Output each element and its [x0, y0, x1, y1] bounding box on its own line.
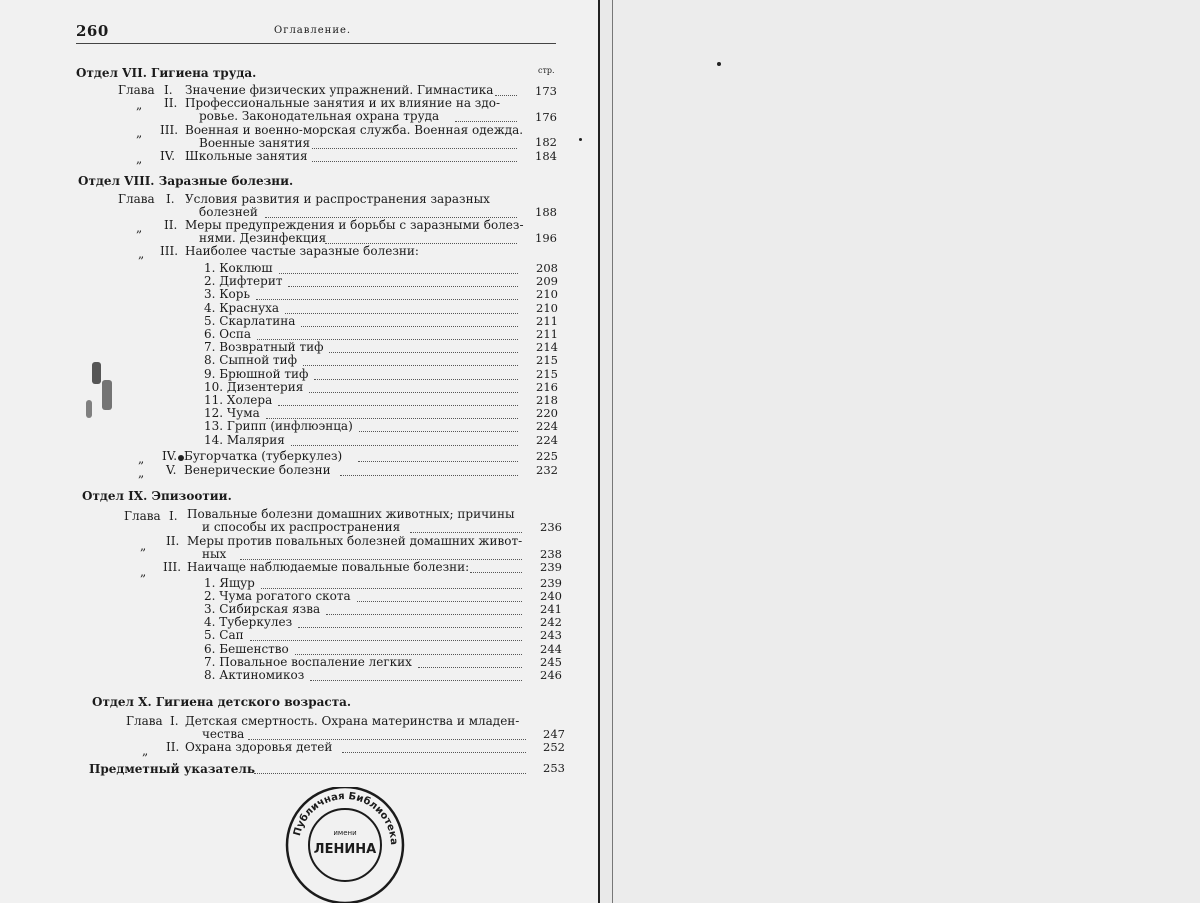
toc-entry-title: Наиболее частые заразные болезни:: [185, 244, 419, 258]
list-item-page-number: 214: [536, 340, 558, 355]
list-item-page-number: 224: [536, 432, 558, 447]
toc-entry-title-cont: ровье. Законодательная охрана труда: [199, 109, 440, 123]
toc-page-number: 225: [536, 449, 558, 463]
toc-page-number: 236: [540, 520, 562, 534]
chapter-label: Глава: [118, 192, 155, 206]
scan-speck: [717, 62, 721, 66]
dot-leader: [278, 405, 518, 406]
section-10-heading: Отдел X. Гигиена детского возраста.: [92, 695, 352, 709]
list-item-label: 14. Малярия: [204, 432, 285, 447]
list-item-page-number: 215: [536, 353, 558, 368]
ditto-mark: „: [138, 466, 145, 480]
toc-entry-title: Детская смертность. Охрана материнства и младен-: [185, 714, 520, 728]
dot-leader: [326, 614, 522, 615]
toc-entry-title: Повальные болезни домашних животных; причины: [187, 507, 515, 521]
toc-page-number: 196: [535, 231, 557, 245]
dot-leader: [285, 313, 518, 314]
list-item-page-number: 215: [536, 366, 558, 381]
gutter-edge-left: [598, 0, 600, 903]
toc-page-number: 176: [535, 110, 557, 124]
section-9-heading: Отдел IX. Эпизоотии.: [82, 489, 232, 503]
ink-smudge: [86, 400, 92, 418]
toc-entry-title: Школьные занятия: [185, 149, 308, 163]
ditto-mark: „: [138, 247, 145, 261]
toc-entry-title-cont: нями. Дезинфекция: [199, 231, 327, 245]
stamp-center-text: ЛЕНИНА: [313, 842, 377, 857]
dot-leader: [312, 148, 517, 149]
list-item-page-number: 218: [536, 393, 558, 407]
toc-roman: II.: [166, 534, 180, 548]
section-7-heading: Отдел VII. Гигиена труда.: [76, 66, 257, 80]
dot-leader: [418, 667, 522, 668]
list-item-label: 6. Оспа: [204, 327, 251, 341]
list-item-label: 10. Дизентерия: [204, 379, 304, 394]
list-item-page-number: 209: [536, 274, 558, 289]
toc-entry-title: Меры против повальных болезней домашних живот-: [187, 534, 523, 548]
list-item-page-number: 211: [536, 313, 558, 328]
list-item-label: 4. Краснуха: [204, 300, 280, 315]
header-rule: [76, 43, 556, 44]
toc-roman: I.: [169, 509, 178, 523]
toc-entry-title: Значение физических упражнений. Гимнастика: [185, 83, 494, 97]
toc-roman: II.: [164, 218, 178, 232]
page-column-label: стр.: [538, 66, 555, 75]
toc-roman: I.: [166, 192, 175, 206]
list-item-label: 6. Бешенство: [204, 641, 289, 656]
toc-entry-title: Условия развития и распространения заразных: [185, 192, 490, 206]
toc-page-number: 252: [543, 740, 565, 754]
toc-page-number: 238: [540, 547, 562, 561]
ink-smudge: [102, 380, 112, 410]
chapter-label: Глава: [118, 83, 155, 97]
toc-entry-title-cont: ных: [202, 547, 227, 561]
list-item-label: 5. Скарлатина: [204, 313, 296, 328]
toc-entry-title: Меры предупреждения и борьбы с заразными болез-: [185, 218, 524, 232]
toc-roman: IV.: [162, 449, 178, 463]
toc-roman: II.: [164, 96, 178, 110]
list-item-label: 5. Сап: [204, 628, 244, 643]
dot-leader: [303, 365, 518, 366]
toc-roman: III.: [160, 244, 179, 258]
toc-roman: I.: [164, 83, 173, 97]
ditto-mark: „: [136, 126, 143, 140]
toc-entry-title: Профессиональные занятия и их влияние на здо-: [185, 96, 501, 110]
gutter-edge-right: [612, 0, 613, 903]
toc-page-number: 247: [543, 727, 565, 741]
list-item-label: 8. Сыпной тиф: [204, 353, 298, 368]
toc-entry-title-cont: чества: [202, 727, 245, 741]
list-item-label: 8. Актиномикоз: [204, 667, 305, 682]
dot-leader: [256, 299, 518, 300]
dot-leader: [309, 392, 518, 393]
stamp-ring-text: Публичная Библиотека: [291, 790, 400, 846]
ditto-mark: „: [136, 98, 143, 112]
list-item-label: 1. Коклюш: [204, 261, 273, 275]
dot-leader: [301, 326, 518, 327]
toc-roman: II.: [166, 740, 180, 754]
chapter-label: Глава: [124, 509, 161, 523]
ditto-mark: „: [136, 221, 143, 235]
list-item-label: 12. Чума: [204, 406, 260, 421]
list-item-label: 3. Сибирская язва: [204, 602, 321, 617]
ditto-mark: „: [142, 744, 149, 758]
toc-page-number: 184: [535, 149, 557, 163]
list-item-label: 1. Ящур: [204, 576, 255, 590]
list-item-label: 3. Корь: [204, 287, 250, 302]
ditto-mark: „: [140, 565, 147, 579]
dot-leader: [358, 461, 518, 462]
list-item-page-number: 220: [536, 406, 558, 421]
list-item-label: 9. Брюшной тиф: [204, 366, 309, 381]
toc-page-number: 239: [540, 560, 562, 574]
toc-page-number: 253: [543, 761, 565, 775]
list-item-page-number: 246: [540, 667, 562, 682]
dot-leader: [288, 286, 518, 287]
list-item-label: 2. Чума рогатого скота: [204, 589, 351, 604]
stamp-center-top: имени: [333, 829, 357, 837]
list-item-label: 11. Холера: [204, 393, 273, 407]
dot-leader: [470, 572, 522, 573]
ink-dot: [178, 455, 184, 461]
dot-leader: [410, 532, 522, 533]
list-item-page-number: 216: [536, 379, 558, 394]
dot-leader: [254, 773, 526, 774]
list-item-label: 2. Дифтерит: [204, 274, 283, 289]
dot-leader: [314, 379, 518, 380]
toc-entry-title: Военная и военно-морская служба. Военная одежда.: [185, 123, 524, 137]
list-item-label: 4. Туберкулез: [204, 615, 293, 630]
list-item-page-number: 245: [540, 654, 562, 669]
right-page: [612, 0, 1200, 903]
dot-leader: [279, 273, 518, 274]
dot-leader: [298, 627, 522, 628]
toc-roman: III.: [163, 560, 182, 574]
ink-smudge: [92, 362, 101, 384]
dot-leader: [340, 475, 518, 476]
dot-leader: [357, 601, 522, 602]
page-number: 260: [76, 22, 109, 40]
dot-leader: [291, 445, 518, 446]
list-item-page-number: 211: [536, 327, 558, 341]
dot-leader: [310, 680, 522, 681]
list-item-page-number: 243: [540, 628, 562, 643]
toc-entry-title: Наичаще наблюдаемые повальные болезни:: [187, 560, 470, 574]
toc-entry-title: Охрана здоровья детей: [185, 740, 333, 754]
list-item-page-number: 210: [536, 300, 558, 315]
list-item-page-number: 244: [540, 641, 562, 656]
toc-roman: I.: [170, 714, 179, 728]
dot-leader: [312, 161, 517, 162]
toc-roman: III.: [160, 123, 179, 137]
list-item-page-number: 224: [536, 419, 558, 434]
list-item-page-number: 242: [540, 615, 562, 630]
list-item-label: 13. Грипп (инфлюэнца): [204, 419, 353, 434]
dot-leader: [342, 752, 526, 753]
list-item-page-number: 208: [536, 261, 558, 275]
running-title: Оглавление.: [274, 25, 352, 36]
ditto-mark: „: [136, 152, 143, 166]
toc-page-number: 182: [535, 135, 557, 149]
scan-speck: [579, 138, 582, 141]
library-stamp: [283, 787, 407, 903]
dot-leader: [329, 352, 518, 353]
toc-roman: IV.: [160, 149, 176, 163]
toc-entry-title-cont: болезней: [199, 205, 258, 219]
list-item-page-number: 241: [540, 602, 562, 617]
toc-page-number: 188: [535, 205, 557, 219]
dot-leader: [455, 121, 517, 122]
ditto-mark: „: [138, 452, 145, 466]
dot-leader: [250, 640, 522, 641]
toc-entry-title-cont: и способы их распространения: [202, 520, 401, 534]
chapter-label: Глава: [126, 714, 163, 728]
list-item-page-number: 210: [536, 287, 558, 302]
ditto-mark: „: [140, 539, 147, 553]
toc-entry-title: Венерические болезни: [184, 463, 331, 477]
list-item-page-number: 240: [540, 589, 562, 604]
toc-entry-title: Бугорчатка (туберкулез): [184, 449, 343, 463]
toc-entry-title-cont: Военные занятия: [199, 136, 311, 150]
subject-index-label: Предметный указатель: [89, 762, 255, 776]
list-item-page-number: 239: [540, 576, 562, 590]
list-item-label: 7. Повальное воспаление легких: [204, 654, 412, 669]
section-8-heading: Отдел VIII. Заразные болезни.: [78, 174, 294, 188]
list-item-label: 7. Возвратный тиф: [204, 340, 324, 355]
toc-page-number: 173: [535, 84, 557, 98]
dot-leader: [359, 431, 518, 432]
toc-roman: V.: [166, 463, 177, 477]
toc-page-number: 232: [536, 463, 558, 477]
